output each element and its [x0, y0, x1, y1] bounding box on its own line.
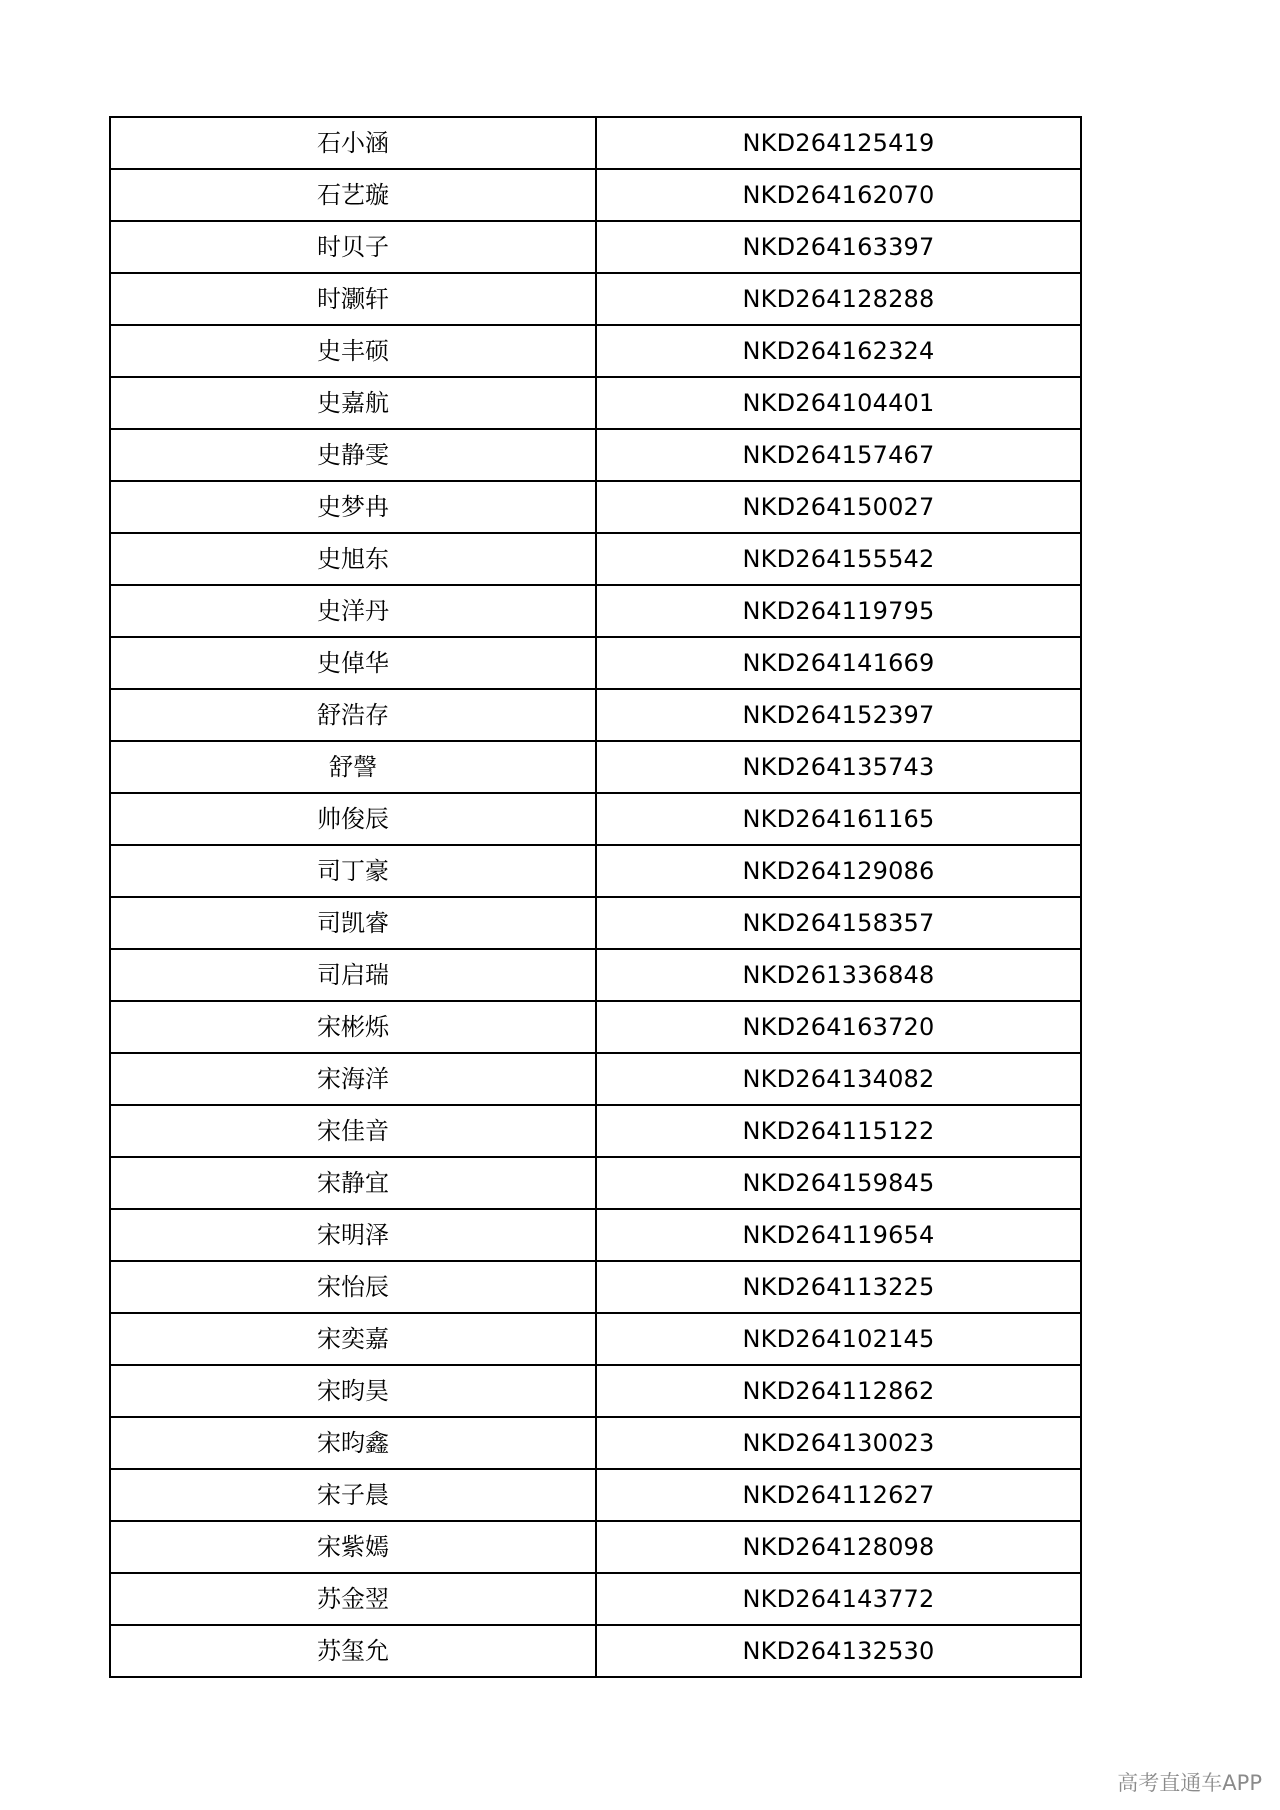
student-name: 史嘉航	[110, 377, 596, 429]
student-name: 史静雯	[110, 429, 596, 481]
student-id: NKD264119795	[596, 585, 1081, 637]
student-name: 宋紫嫣	[110, 1521, 596, 1573]
student-id: NKD264134082	[596, 1053, 1081, 1105]
student-id: NKD264155542	[596, 533, 1081, 585]
student-id: NKD264132530	[596, 1625, 1081, 1677]
table-row	[110, 949, 1081, 1001]
student-id: NKD264152397	[596, 689, 1081, 741]
table-row	[110, 169, 1081, 221]
student-id: NKD264162070	[596, 169, 1081, 221]
student-name: 宋昀鑫	[110, 1417, 596, 1469]
table-row	[110, 429, 1081, 481]
student-name: 宋怡辰	[110, 1261, 596, 1313]
student-id: NKD264112862	[596, 1365, 1081, 1417]
student-name: 苏玺允	[110, 1625, 596, 1677]
student-id: NKD261336848	[596, 949, 1081, 1001]
student-id: NKD264129086	[596, 845, 1081, 897]
table-row	[110, 1261, 1081, 1313]
student-name: 史倬华	[110, 637, 596, 689]
student-name: 石艺璇	[110, 169, 596, 221]
student-id: NKD264162324	[596, 325, 1081, 377]
table-row	[110, 1573, 1081, 1625]
student-name: 宋静宜	[110, 1157, 596, 1209]
student-name: 帅俊辰	[110, 793, 596, 845]
table-row	[110, 637, 1081, 689]
student-id: NKD264119654	[596, 1209, 1081, 1261]
table-row	[110, 897, 1081, 949]
student-id: NKD264143772	[596, 1573, 1081, 1625]
table-row	[110, 845, 1081, 897]
student-name: 宋明泽	[110, 1209, 596, 1261]
student-name: 舒謦	[110, 741, 596, 793]
student-id: NKD264113225	[596, 1261, 1081, 1313]
table-row	[110, 1313, 1081, 1365]
student-id: NKD264128288	[596, 273, 1081, 325]
table-row	[110, 689, 1081, 741]
table-row	[110, 741, 1081, 793]
student-id: NKD264163397	[596, 221, 1081, 273]
table-row	[110, 585, 1081, 637]
student-name: 司丁豪	[110, 845, 596, 897]
student-id: NKD264115122	[596, 1105, 1081, 1157]
student-name: 石小涵	[110, 117, 596, 169]
student-id: NKD264104401	[596, 377, 1081, 429]
student-id: NKD264102145	[596, 1313, 1081, 1365]
table-row	[110, 1417, 1081, 1469]
table-row	[110, 1209, 1081, 1261]
student-name: 史梦冉	[110, 481, 596, 533]
table-row	[110, 1105, 1081, 1157]
student-id: NKD264141669	[596, 637, 1081, 689]
table-row	[110, 1001, 1081, 1053]
student-name: 宋奕嘉	[110, 1313, 596, 1365]
table-row	[110, 481, 1081, 533]
student-id: NKD264163720	[596, 1001, 1081, 1053]
student-name: 宋佳音	[110, 1105, 596, 1157]
student-id: NKD264157467	[596, 429, 1081, 481]
student-name: 宋彬烁	[110, 1001, 596, 1053]
student-id: NKD264130023	[596, 1417, 1081, 1469]
student-id: NKD264112627	[596, 1469, 1081, 1521]
table-row	[110, 325, 1081, 377]
student-name: 宋昀昊	[110, 1365, 596, 1417]
table-row	[110, 1157, 1081, 1209]
student-name: 苏金翌	[110, 1573, 596, 1625]
student-name: 舒浩存	[110, 689, 596, 741]
student-name: 时灏轩	[110, 273, 596, 325]
student-name: 时贝子	[110, 221, 596, 273]
student-id: NKD264135743	[596, 741, 1081, 793]
student-name: 史洋丹	[110, 585, 596, 637]
student-id: NKD264125419	[596, 117, 1081, 169]
roster-table	[109, 116, 1082, 1678]
watermark-text: 高考直通车APP	[1117, 1771, 1262, 1795]
table-row	[110, 117, 1081, 169]
student-name: 史旭东	[110, 533, 596, 585]
table-row	[110, 1053, 1081, 1105]
table-row	[110, 1625, 1081, 1677]
student-name: 司启瑞	[110, 949, 596, 1001]
student-name: 史丰硕	[110, 325, 596, 377]
table-row	[110, 273, 1081, 325]
table-row	[110, 793, 1081, 845]
student-id: NKD264161165	[596, 793, 1081, 845]
student-id: NKD264159845	[596, 1157, 1081, 1209]
table-row	[110, 1521, 1081, 1573]
student-name: 宋子晨	[110, 1469, 596, 1521]
student-name: 司凯睿	[110, 897, 596, 949]
table-row	[110, 1365, 1081, 1417]
table-row	[110, 1469, 1081, 1521]
table-row	[110, 221, 1081, 273]
table-row	[110, 533, 1081, 585]
table-row	[110, 377, 1081, 429]
student-id: NKD264158357	[596, 897, 1081, 949]
student-id: NKD264150027	[596, 481, 1081, 533]
student-id: NKD264128098	[596, 1521, 1081, 1573]
student-name: 宋海洋	[110, 1053, 596, 1105]
